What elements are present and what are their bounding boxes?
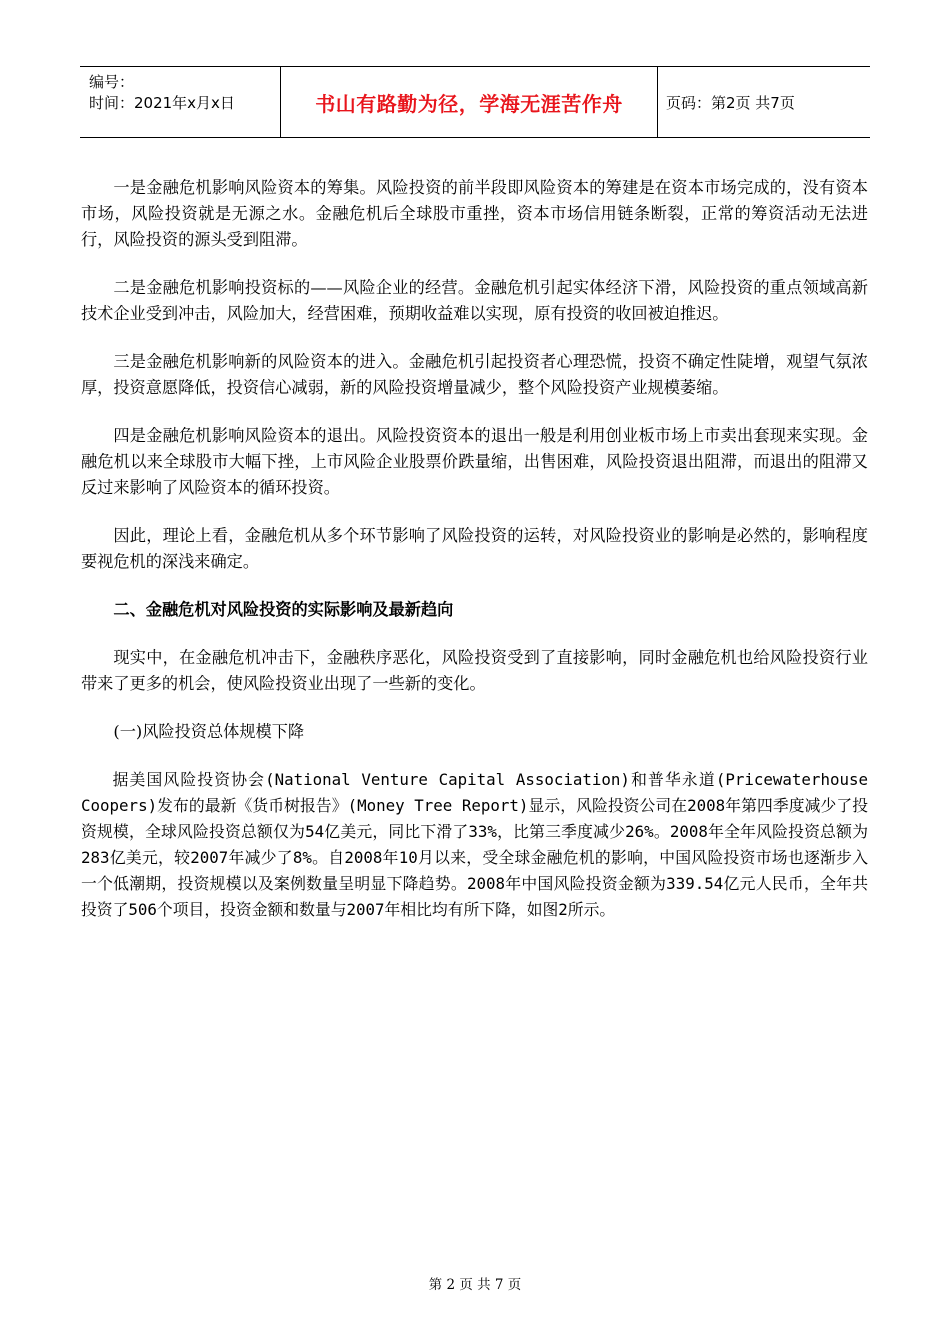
paragraph-exit: 四是金融危机影响风险资本的退出。风险投资资本的退出一般是利用创业板市场上市卖出套现来实现。金融危机以来全球股市大幅下挫，上市风险企业股票价跌量缩，出售困难，风险投资退出阻滞，而退出的阻滞又反过来影响了风险资本的循环投资。 [81, 426, 868, 497]
page-header [80, 66, 870, 138]
paragraph-fundraising: 一是金融危机影响风险资本的筹集。风险投资的前半段即风险资本的筹建是在资本市场完成的，没有资本市场，风险投资就是无源之水。金融危机后全球股市重挫，资本市场信用链条断裂，正常的筹资活动无法进行，风险投资的源头受到阻滞。 [81, 178, 868, 249]
document-body [81, 175, 868, 945]
paragraph-new-capital: 三是金融危机影响新的风险资本的进入。金融危机引起投资者心理恐慌，投资不确定性陡增，观望气氛浓厚，投资意愿降低，投资信心减弱，新的风险投资增量减少，整个风险投资产业规模萎缩。 [81, 352, 868, 397]
header-meta [80, 67, 281, 137]
document-number-label: 编号： [89, 73, 135, 91]
paragraph-operations: 二是金融危机影响投资标的——风险企业的经营。金融危机引起实体经济下滑，风险投资的重点领域高新技术企业受到冲击，风险加大，经营困难，预期收益难以实现，原有投资的收回被迫推迟。 [81, 278, 868, 323]
section-heading: 二、金融危机对风险投资的实际影响及最新趋向 [113, 600, 454, 619]
paragraph-intro: 现实中，在金融危机冲击下，金融秩序恶化，风险投资受到了直接影响，同时金融危机也给风险投资行业带来了更多的机会，使风险投资业出现了一些新的变化。 [81, 648, 868, 693]
paragraph-conclusion: 因此，理论上看，金融危机从多个环节影响了风险投资的运转，对风险投资业的影响是必然的，影响程度要视危机的深浅来确定。 [81, 526, 868, 571]
page-footer: 第 2 页 共 7 页 [428, 1277, 522, 1293]
subheading: (一)风险投资总体规模下降 [113, 722, 305, 741]
header-motto: 书山有路勤为径，学海无涯苦作舟 [281, 67, 658, 137]
paragraph-data: 据美国风险投资协会(National Venture Capital Association)和普华永道(Pricewaterhouse Coopers)发布的最新《货币树报告》(Money Tree Report)显示，风险投资公司在2008年第四季度减少了投资规模，全球风险投资总额仅为54亿美元，同比下滑了33%，比第三季度减少26%。2008年全年风险投资总额为283亿美元，较2007年减少了8%。自2008年10月以来，受全球金融危机的影响，中国风险投资市场也逐渐步入一个低潮期，投资规模以及案例数量呈明显下降趋势。2008年中国风险投资金额为339.54亿元人民币，全年共投资了506个项目，投资金额和数量与2007年相比均有所下降，如图2所示。 [81, 770, 868, 919]
header-page-info: 页码：第2页 共7页 [666, 93, 795, 112]
document-date: 时间：2021年x月x日 [89, 94, 235, 112]
